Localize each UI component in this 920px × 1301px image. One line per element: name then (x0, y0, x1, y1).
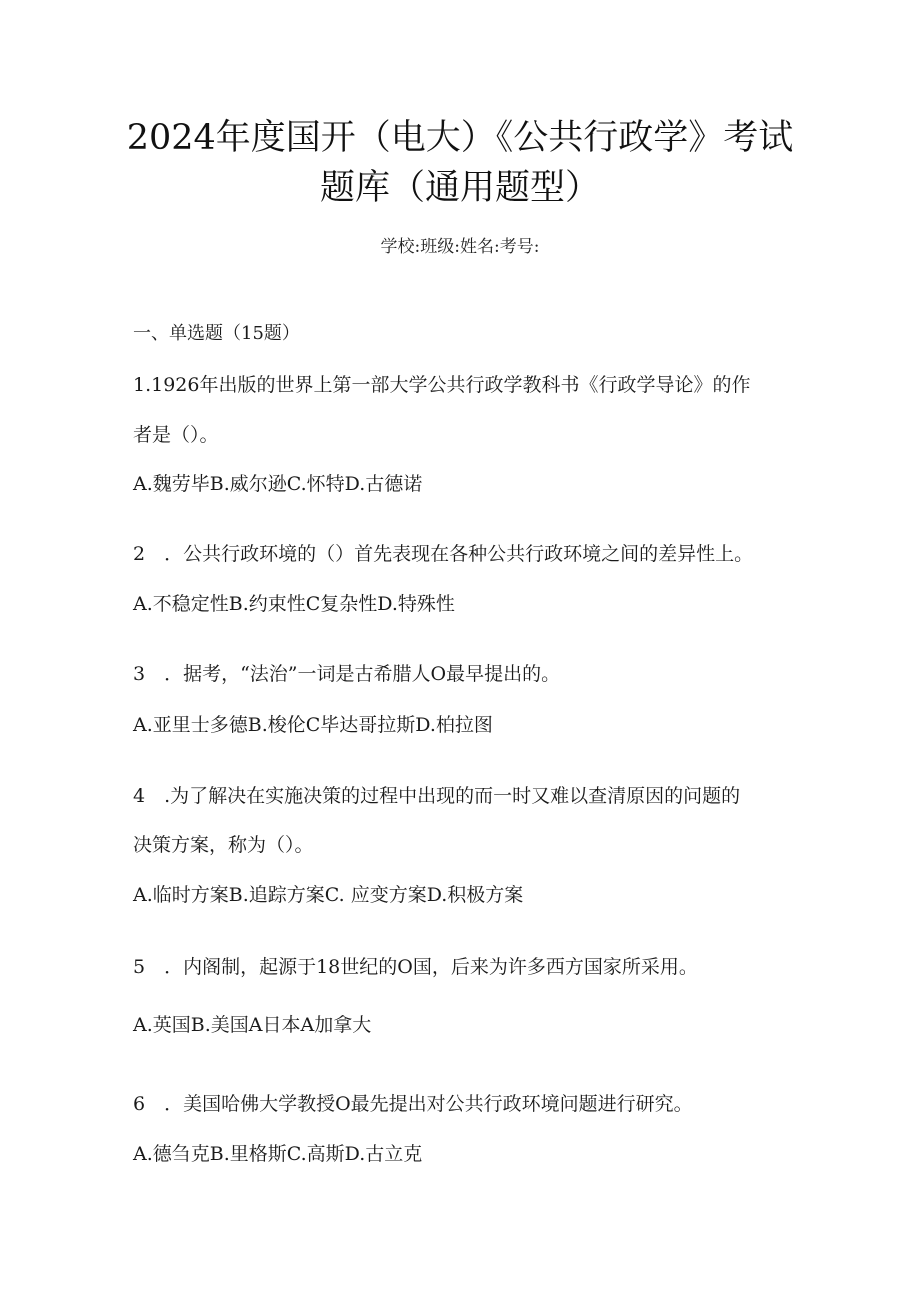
question-1-stem-line-2: 者是（）。 (133, 424, 219, 446)
question-2-options: A.不稳定性B.约束性C复杂性D.特殊性 (133, 593, 455, 615)
section-heading: 一、单选题（15题） (133, 323, 300, 344)
question-1-stem-line-1: 1.1926年出版的世界上第一部大学公共行政学教科书《行政学导论》的作 (133, 374, 751, 396)
question-4-stem-line-2: 决策方案，称为（）。 (133, 834, 314, 856)
question-4-options: A.临时方案B.追踪方案C. 应变方案D.积极方案 (133, 884, 524, 906)
question-5-stem: 5 ．内阁制，起源于18世纪的O国，后来为许多西方国家所采用。 (133, 956, 698, 978)
question-6-stem: 6 ．美国哈佛大学教授O最先提出对公共行政环境问题进行研究。 (133, 1093, 693, 1115)
question-6-options: A.德刍克B.里格斯C.高斯D.古立克 (133, 1143, 423, 1165)
question-4-stem-line-1: 4 .为了解决在实施决策的过程中出现的而一时又难以查清原因的问题的 (133, 785, 741, 807)
question-1-options: A.魏劳毕B.威尔逊C.怀特D.古德诺 (133, 473, 423, 495)
student-info-line: 学校:班级:姓名:考号: (380, 237, 540, 257)
question-3-stem: 3 ．据考，“法治”一词是古希腊人O最早提出的。 (133, 663, 561, 685)
question-3-options: A.亚里士多德B.梭伦C毕达哥拉斯D.柏拉图 (133, 714, 493, 736)
document-title-line-1: 2024年度国开（电大）《公共行政学》考试 (126, 118, 794, 158)
document-title-line-2: 题库（通用题型） (319, 168, 600, 208)
question-2-stem: 2 ．公共行政环境的（）首先表现在各种公共行政环境之间的差异性上。 (133, 543, 754, 565)
question-5-options: A.英国B.美国A日本A加拿大 (133, 1014, 372, 1036)
